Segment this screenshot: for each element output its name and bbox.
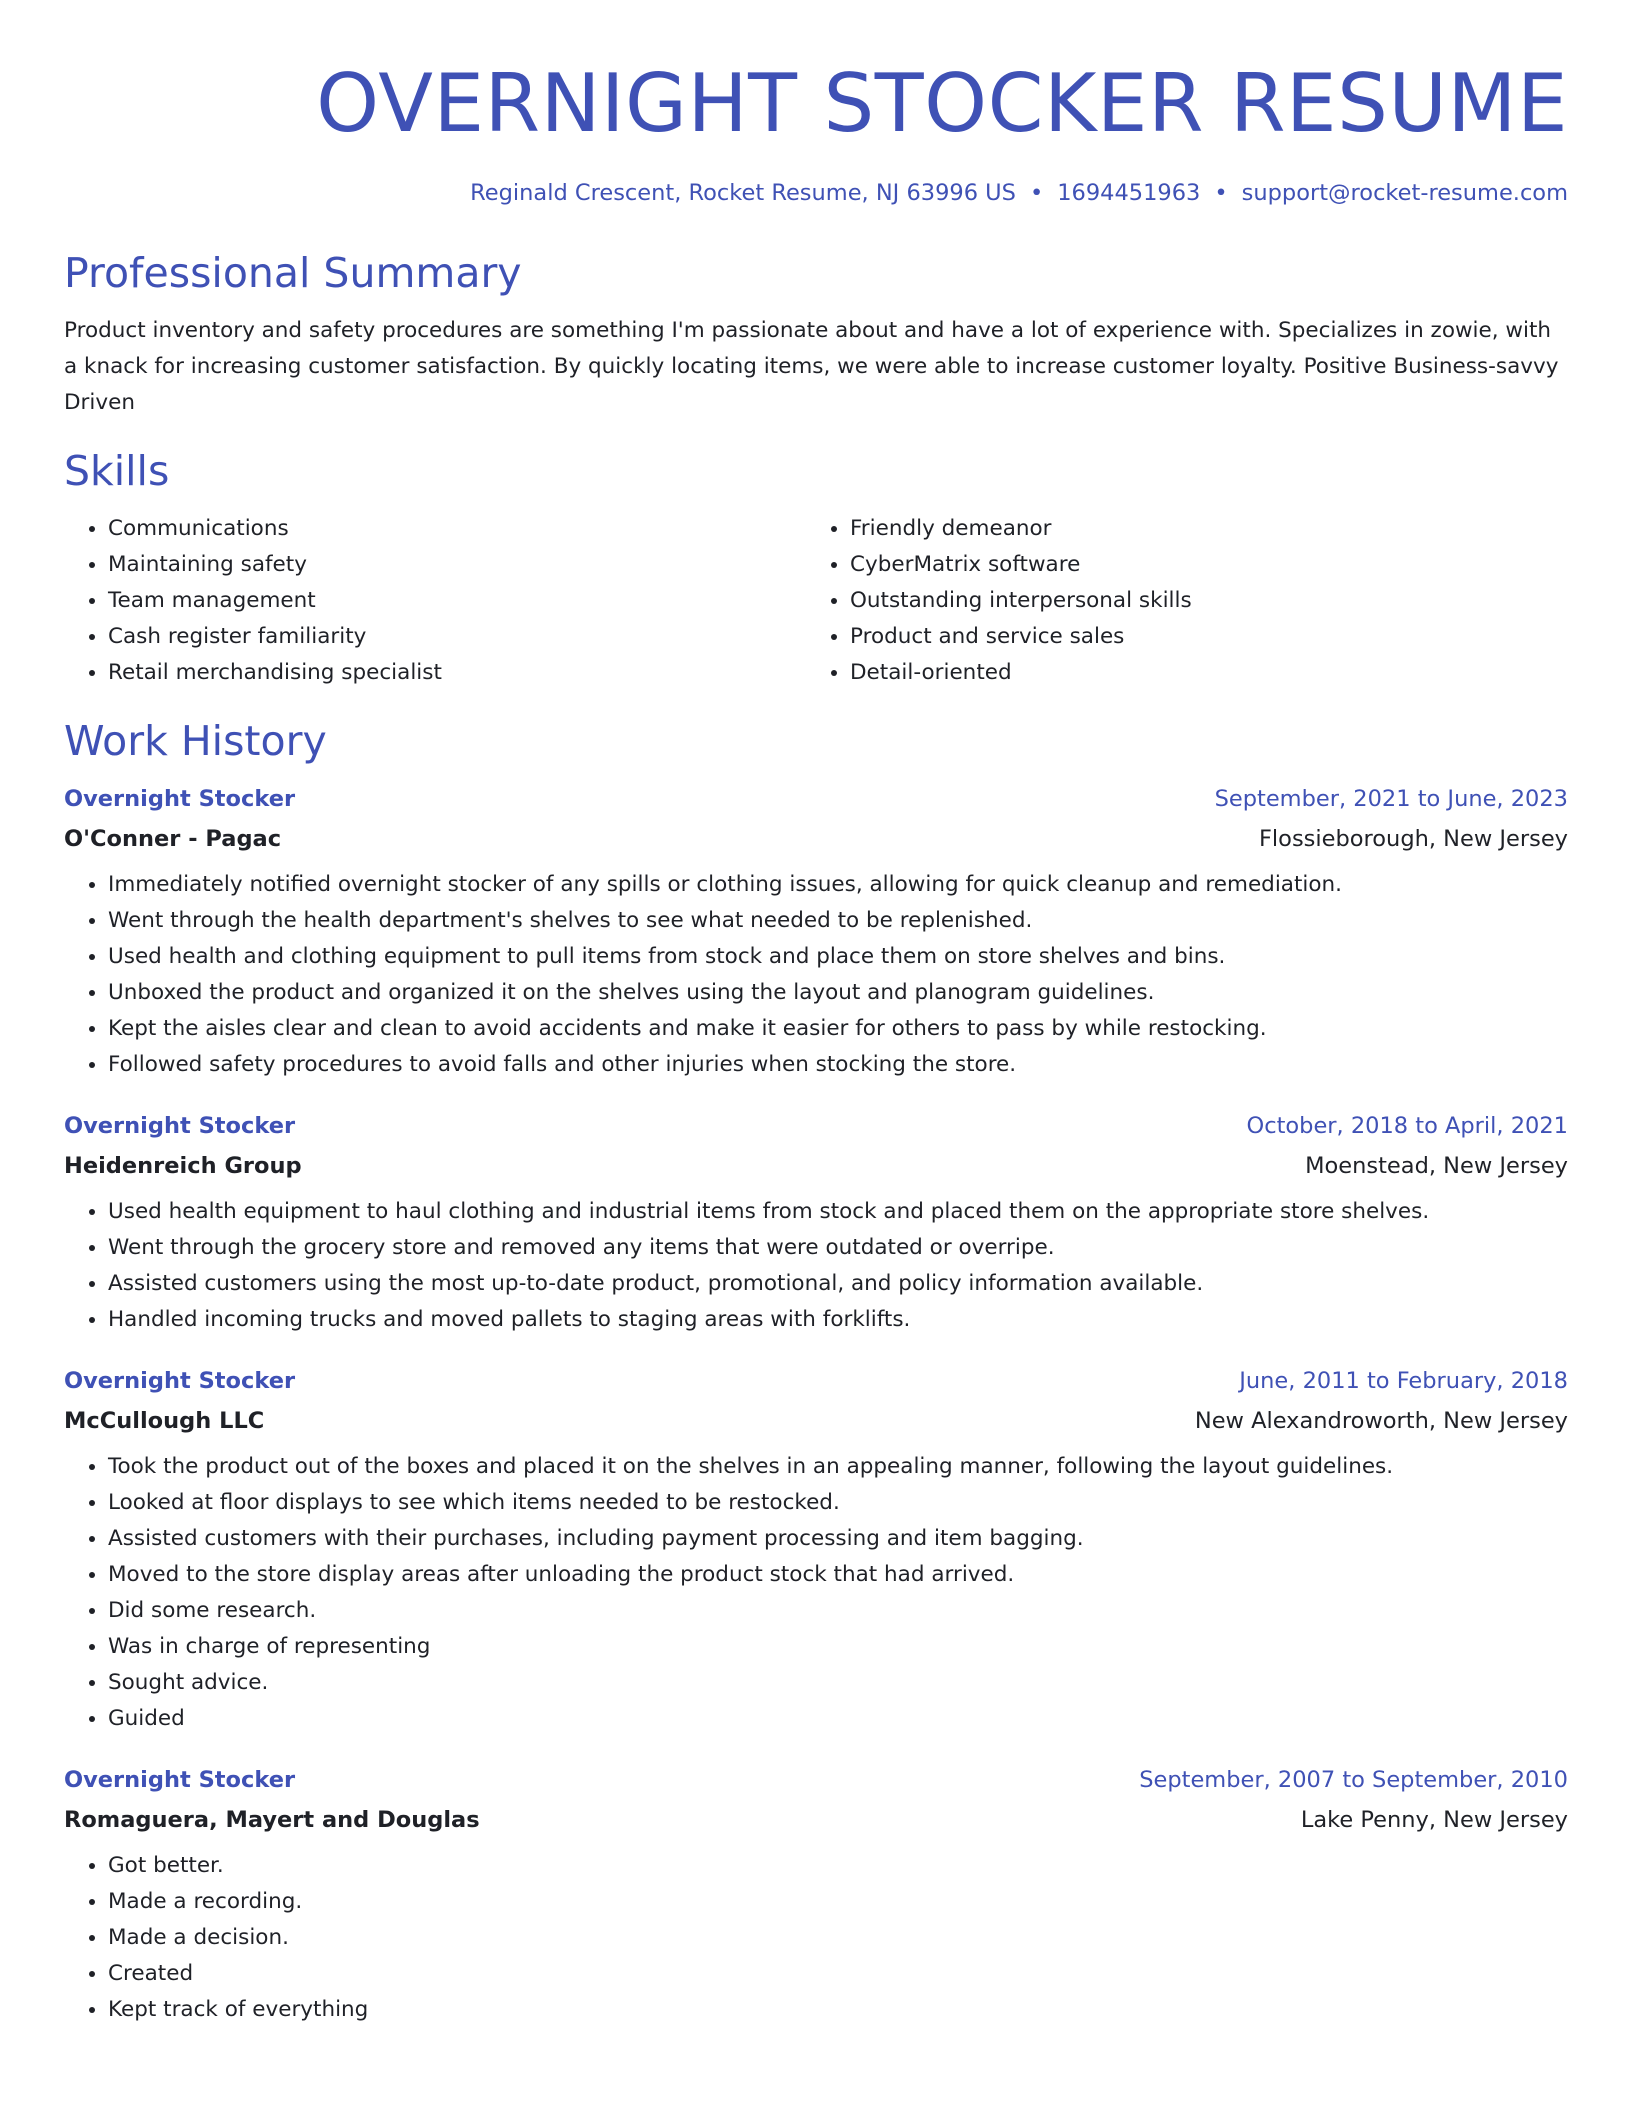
job-title: Overnight Stocker <box>64 1113 296 1139</box>
job-location: New Alexandroworth, New Jersey <box>1194 1408 1568 1434</box>
contact-separator: • <box>1214 180 1228 206</box>
job-bullet: • Kept track of everything <box>108 1992 1568 2028</box>
summary-text: Product inventory and safety procedures are something I'm passionate about and have a lot of experience with. Specializes in zowie, with a knack for increasing customer satisfaction. By quickly locating items, we were able to increase customer loyalty. Positive Business-savvy Driven <box>64 318 1559 415</box>
contact-address: Reginald Crescent, Rocket Resume, NJ 63996 US <box>470 180 1016 206</box>
job-bullet: • Made a decision. <box>108 1920 1568 1956</box>
job-bullet: • Unboxed the product and organized it on the shelves using the layout and planogram guidelines. <box>108 975 1568 1011</box>
skill-item: • CyberMatrix software <box>850 547 1548 583</box>
skills-column-left <box>64 511 806 691</box>
job-subheader <box>64 1149 1568 1183</box>
job-dates: September, 2021 to June, 2023 <box>1214 786 1568 812</box>
skill-item: • Cash register familiarity <box>108 619 806 655</box>
job-bullet: • Went through the health department's shelves to see what needed to be replenished. <box>108 903 1568 939</box>
job-bullets <box>64 1449 1568 1737</box>
job-entry <box>64 1763 1568 2028</box>
job-header <box>64 782 1568 816</box>
job-entry <box>64 1364 1568 1737</box>
job-bullet: • Used health equipment to haul clothing and industrial items from stock and placed them on the appropriate store shelves. <box>108 1194 1568 1230</box>
job-header <box>64 1763 1568 1797</box>
job-bullet: • Took the product out of the boxes and placed it on the shelves in an appealing manner, following the layout guidelines. <box>108 1449 1568 1485</box>
skills-column-right <box>806 511 1548 691</box>
skill-item: • Outstanding interpersonal skills <box>850 583 1548 619</box>
job-subheader <box>64 822 1568 856</box>
job-bullet: • Handled incoming trucks and moved pallets to staging areas with forklifts. <box>108 1302 1568 1338</box>
job-title: Overnight Stocker <box>64 1767 296 1793</box>
job-company: Romaguera, Mayert and Douglas <box>64 1807 480 1833</box>
resume-title: OVERNIGHT STOCKER RESUME <box>316 57 1568 150</box>
job-location: Lake Penny, New Jersey <box>1300 1807 1568 1833</box>
job-bullet: • Assisted customers with their purchases, including payment processing and item bagging. <box>108 1521 1568 1557</box>
skill-item: • Retail merchandising specialist <box>108 655 806 691</box>
skill-item: • Communications <box>108 511 806 547</box>
job-header <box>64 1109 1568 1143</box>
contact-phone: 1694451963 <box>1057 180 1201 206</box>
skills-heading: Skills <box>64 447 170 495</box>
summary-heading: Professional Summary <box>64 249 522 297</box>
job-bullets <box>64 867 1568 1083</box>
job-bullet: • Used health and clothing equipment to pull items from stock and place them on store shelves and bins. <box>108 939 1568 975</box>
job-bullet: • Went through the grocery store and removed any items that were outdated or overripe. <box>108 1230 1568 1266</box>
work-history-heading: Work History <box>64 717 327 765</box>
job-subheader <box>64 1803 1568 1837</box>
job-title: Overnight Stocker <box>64 786 296 812</box>
job-company: O'Conner - Pagac <box>64 826 282 852</box>
skills-list <box>64 511 1568 691</box>
skill-item: • Detail-oriented <box>850 655 1548 691</box>
job-company: McCullough LLC <box>64 1408 265 1434</box>
job-entry <box>64 1109 1568 1338</box>
job-header <box>64 1364 1568 1398</box>
skill-item: • Maintaining safety <box>108 547 806 583</box>
contact-email[interactable]: support@rocket-resume.com <box>1241 180 1568 206</box>
job-bullet: • Did some research. <box>108 1593 1568 1629</box>
job-bullet: • Immediately notified overnight stocker of any spills or clothing issues, allowing for quick cleanup and remediation. <box>108 867 1568 903</box>
job-bullets <box>64 1194 1568 1338</box>
job-bullet: • Was in charge of representing <box>108 1629 1568 1665</box>
job-bullet: • Assisted customers using the most up-to-date product, promotional, and policy information available. <box>108 1266 1568 1302</box>
job-bullet: • Guided <box>108 1701 1568 1737</box>
skill-item: • Product and service sales <box>850 619 1548 655</box>
job-bullet: • Looked at floor displays to see which items needed to be restocked. <box>108 1485 1568 1521</box>
job-company: Heidenreich Group <box>64 1153 302 1179</box>
job-bullet: • Created <box>108 1956 1568 1992</box>
job-bullet: • Kept the aisles clear and clean to avoid accidents and make it easier for others to pass by while restocking. <box>108 1011 1568 1047</box>
contact-line <box>64 178 1568 208</box>
job-location: Flossieborough, New Jersey <box>1258 826 1568 852</box>
job-bullet: • Sought advice. <box>108 1665 1568 1701</box>
job-title: Overnight Stocker <box>64 1368 296 1394</box>
job-entry <box>64 782 1568 1083</box>
job-dates: October, 2018 to April, 2021 <box>1246 1113 1568 1139</box>
skill-item: • Friendly demeanor <box>850 511 1548 547</box>
job-bullet: • Followed safety procedures to avoid falls and other injuries when stocking the store. <box>108 1047 1568 1083</box>
job-bullet: • Made a recording. <box>108 1884 1568 1920</box>
job-bullet: • Moved to the store display areas after unloading the product stock that had arrived. <box>108 1557 1568 1593</box>
job-location: Moenstead, New Jersey <box>1305 1153 1568 1179</box>
job-dates: June, 2011 to February, 2018 <box>1239 1368 1568 1394</box>
resume-page <box>64 0 1568 2028</box>
skill-item: • Team management <box>108 583 806 619</box>
job-dates: September, 2007 to September, 2010 <box>1139 1767 1568 1793</box>
job-bullets <box>64 1848 1568 2028</box>
contact-separator: • <box>1029 180 1044 206</box>
job-subheader <box>64 1404 1568 1438</box>
job-bullet: • Got better. <box>108 1848 1568 1884</box>
